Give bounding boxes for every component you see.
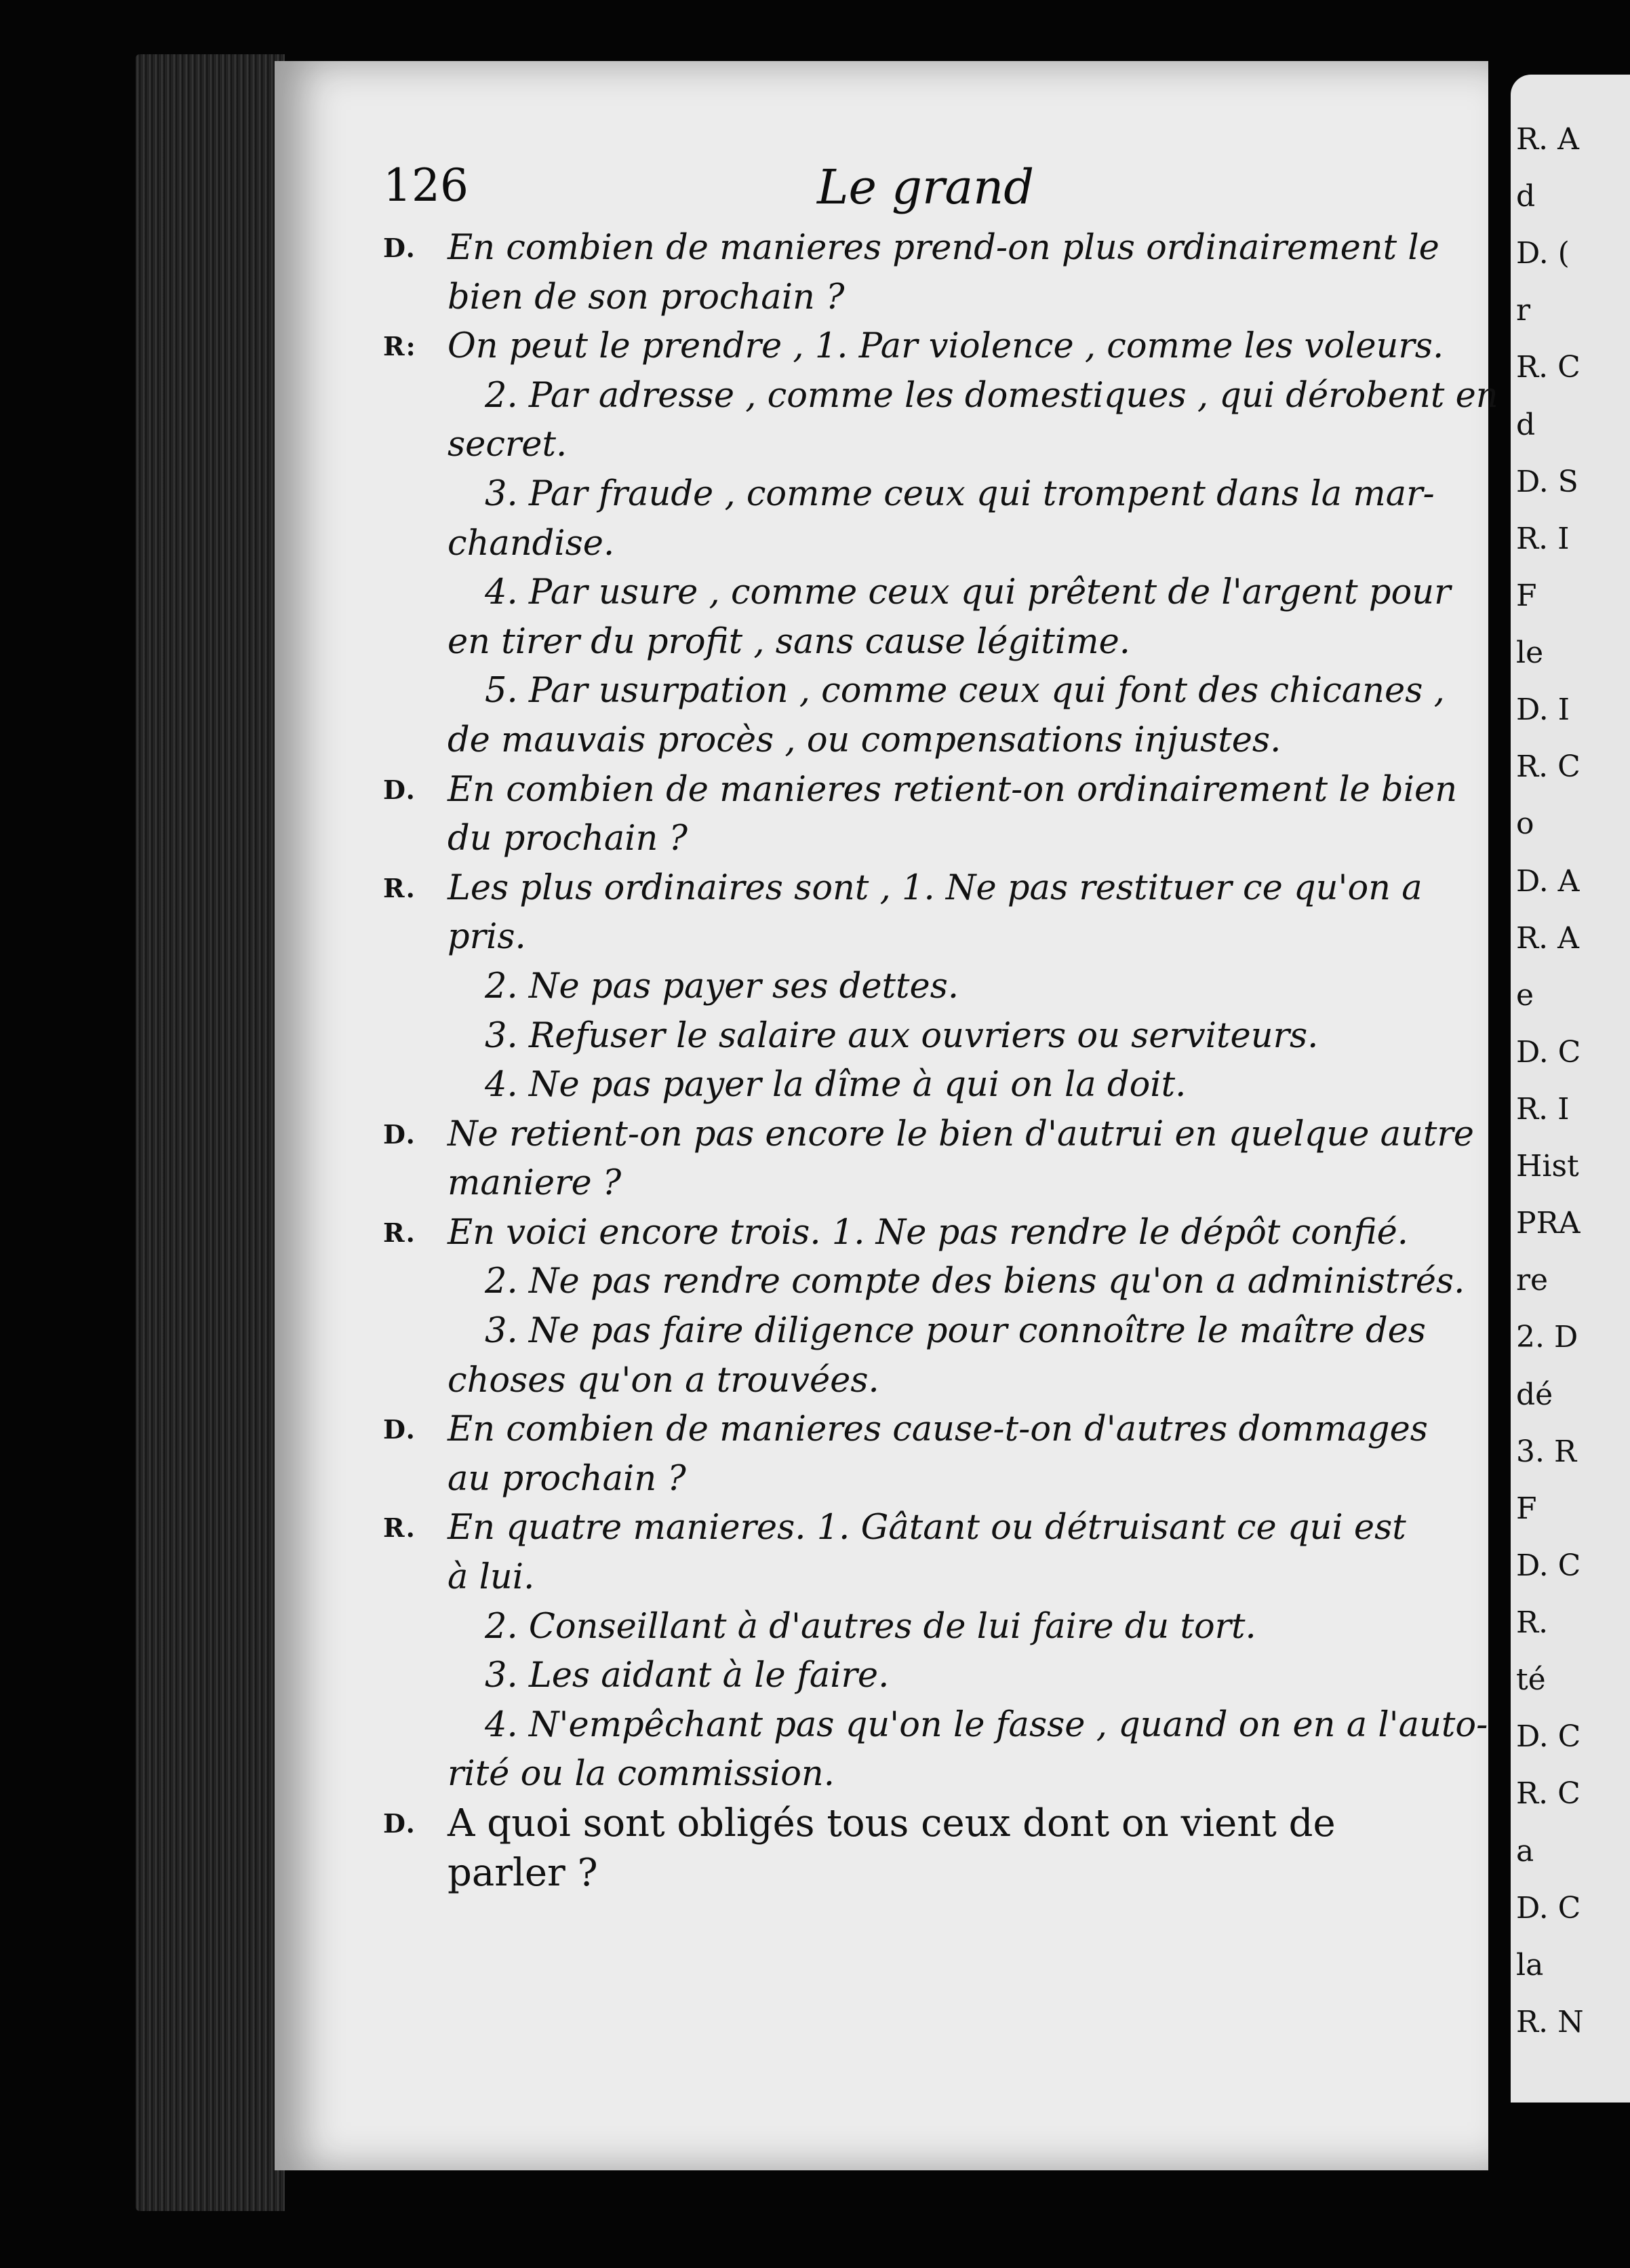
text-line [383,1603,1475,1652]
line-text: choses qu'on a trouvées. [448,1360,879,1401]
text-line [383,962,1475,1012]
line-text: En combien de manieres retient-on ordinairement le bien [448,769,1458,810]
text-line [383,568,1475,618]
right-page-text: R. I [1516,521,1570,556]
line-text: parler ? [448,1850,598,1895]
right-page-text: F [1516,578,1537,613]
line-text: du prochain ? [448,819,688,859]
text-line [383,913,1475,962]
line-text: En combien de manieres cause-t-on d'autres dommages [448,1409,1428,1450]
right-page-text: D. C [1516,1890,1581,1925]
running-title: Le grand [817,159,1035,215]
right-page-text: PRA [1516,1206,1581,1241]
right-page-text: R. C [1516,350,1581,385]
right-page-fragment [1511,75,1630,2103]
line-text: 3. Par fraude , comme ceux qui trompent dans la mar- [485,473,1435,514]
line-text: En voici encore trois. 1. Ne pas rendre le dépôt confié. [448,1212,1409,1253]
text-line [383,1849,1475,1898]
catechism-text [383,224,1498,1898]
question-marker: D. [383,774,416,805]
text-line [383,815,1475,864]
right-page-text: R. [1516,1605,1549,1641]
right-page-text: D. ( [1516,236,1570,271]
line-text: 4. N'empêchant pas qu'on le fasse , quand on en a l'auto- [485,1704,1488,1745]
text-line [383,273,1475,323]
line-text: 3. Ne pas faire diligence pour connoître le maître des [485,1311,1426,1352]
right-page-text: D. C [1516,1548,1581,1583]
line-text: 3. Les aidant à le faire. [485,1656,890,1696]
right-page-text: D. A [1516,863,1580,899]
text-line [383,1307,1475,1356]
text-line [383,1257,1475,1307]
line-text: à lui. [448,1557,535,1598]
line-text: En quatre manieres. 1. Gâtant ou détruisant ce qui est [448,1508,1406,1548]
line-text: A quoi sont obligés tous ceux dont on vient de [448,1801,1336,1845]
text-line [383,667,1475,716]
right-page-text: F [1516,1491,1537,1526]
right-page-text: d [1516,179,1536,214]
text-line [383,224,1475,273]
text-line [383,1159,1475,1209]
right-page-text: le [1516,636,1544,671]
question-marker: D. [383,1808,416,1839]
right-page-text: D. I [1516,692,1570,728]
line-text: Les plus ordinaires sont , 1. Ne pas restituer ce qu'on a [448,867,1423,908]
line-text: en tirer du profit , sans cause légitime. [448,621,1130,662]
right-page-text: R. A [1516,122,1579,157]
right-page-text: e [1516,977,1534,1013]
right-page-text: R. N [1516,2004,1584,2039]
line-text: En combien de manieres prend-on plus ordinairement le [448,228,1439,268]
text-line [383,372,1498,421]
text-line [383,716,1475,766]
right-page-text: dé [1516,1377,1553,1412]
text-line [383,1504,1475,1553]
line-text: 2. Conseillant à d'autres de lui faire du tort. [485,1606,1256,1647]
right-page-text: té [1516,1662,1546,1698]
text-line [383,1209,1475,1258]
right-page-text: 2. D [1516,1320,1578,1355]
text-line [383,1553,1475,1603]
text-line [383,618,1475,667]
right-page-text: D. C [1516,1719,1581,1755]
line-text: 2. Ne pas payer ses dettes. [485,966,959,1006]
line-text: 3. Refuser le salaire aux ouvriers ou serviteurs. [485,1015,1319,1056]
text-line [383,1799,1475,1849]
answer-marker: R. [383,872,416,903]
line-text: au prochain ? [448,1458,686,1499]
right-page-text: R. C [1516,749,1581,785]
line-text: de mauvais procès , ou compensations injustes. [448,720,1281,760]
line-text: maniere ? [448,1163,622,1204]
question-marker: D. [383,233,416,263]
text-line [383,1061,1475,1110]
right-page-text: R. C [1516,1776,1581,1812]
text-line [383,421,1475,470]
text-line [383,1012,1475,1061]
question-marker: D. [383,1414,416,1445]
line-text: bien de son prochain ? [448,277,845,317]
text-line [383,1701,1488,1751]
right-page-text: Hist [1516,1149,1579,1184]
line-text: chandise. [448,523,615,564]
text-line [383,1651,1475,1701]
right-page-text: re [1516,1263,1549,1298]
right-page-text: la [1516,1947,1544,1982]
text-line [383,1110,1475,1160]
answer-marker: R. [383,1217,416,1248]
right-page-text: a [1516,1833,1534,1869]
right-page-text: R. A [1516,920,1579,956]
right-page-text: r [1516,293,1531,328]
line-text: Ne retient-on pas encore le bien d'autrui en quelque autre [448,1114,1474,1154]
line-text: 2. Ne pas rendre compte des biens qu'on a administrés. [485,1262,1465,1302]
text-line [383,470,1475,520]
text-line [383,1455,1475,1504]
line-text: rité ou la commission. [448,1754,835,1795]
right-page-text: 3. R [1516,1434,1577,1469]
text-line [383,520,1475,569]
text-line [383,322,1475,372]
line-text: 4. Ne pas payer la dîme à qui on la doit. [485,1065,1187,1106]
question-marker: D. [383,1118,416,1150]
line-text: 5. Par usurpation , comme ceux qui font des chicanes , [485,671,1445,711]
text-line [383,1750,1475,1799]
answer-marker: R: [383,331,417,362]
page-header [383,159,1061,220]
right-page-text: D. C [1516,1034,1581,1070]
line-text: pris. [448,917,526,958]
right-page-text: D. S [1516,464,1578,499]
right-page-text: d [1516,407,1536,442]
line-text: 4. Par usure , comme ceux qui prêtent de l'argent pour [485,572,1451,613]
answer-marker: R. [383,1512,416,1544]
line-text: secret. [448,425,568,465]
text-line [383,864,1475,914]
text-line [383,766,1475,815]
line-text: 2. Par adresse , comme les domestiques , qui dérobent en [485,375,1498,416]
line-text: On peut le prendre , 1. Par violence , comme les voleurs. [448,326,1444,367]
right-page-text: o [1516,806,1534,842]
text-line [383,1356,1475,1406]
right-page-text: R. I [1516,1092,1570,1127]
page-number: 126 [383,159,469,212]
text-line [383,1405,1475,1455]
book-page-edges [136,54,285,2211]
